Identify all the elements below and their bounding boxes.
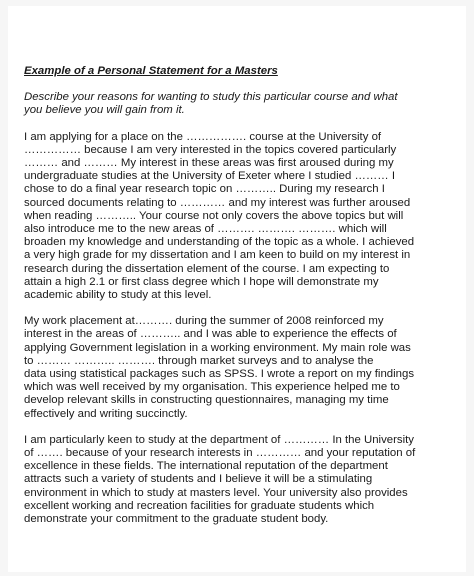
text-line: sourced documents relating to ………… and my interest was further aroused — [24, 196, 411, 209]
text-line: of ……. because of your research interests in ………… and your reputation of — [24, 447, 416, 460]
text-line: demonstrate your commitment to the graduate student body. — [24, 513, 329, 526]
text-line: chose to do a final year research topic on ……….. During my research I — [24, 183, 385, 196]
paragraph-2 — [24, 315, 464, 421]
text-line: which was well received by my organisation. This experience helped me to — [24, 381, 400, 394]
text-line: to ……… ……….. ………. through market surveys and to analyse the — [24, 354, 374, 367]
text-line: excellent working and recreation facilities for graduate students which — [24, 499, 375, 512]
paragraph-1 — [24, 131, 464, 303]
text-line: undergraduate studies at the University of Exeter where I studied ……… I — [24, 170, 396, 183]
text-line: applying Government legislation in a working environment. My main role was — [24, 341, 411, 354]
text-line: environment in which to study at masters level. Your university also provides — [24, 486, 408, 499]
text-line: excellence in these fields. The international reputation of the department — [24, 460, 388, 473]
text-line: effectively and writing succinctly. — [24, 407, 188, 420]
text-line: develop relevant skills in constructing questionnaires, managing my time — [24, 394, 389, 407]
text-line: I am applying for a place on the ……………. course at the University of — [24, 130, 382, 143]
text-line: …………… because I am very interested in the topics covered particularly — [24, 143, 397, 156]
text-line: when reading ……….. Your course not only covers the above topics but will — [24, 209, 404, 222]
document-page — [8, 6, 466, 572]
text-line: data using statistical packages such as SPSS. I wrote a report on my findings — [24, 368, 415, 381]
paragraph-3 — [24, 434, 464, 526]
text-line: Describe your reasons for wanting to study this particular course and what — [24, 91, 398, 104]
text-line: broaden my knowledge and understanding of the topic as a whole. I achieved — [24, 236, 415, 249]
text-line: also introduce me to the new areas of ………. ………. ………. which will — [24, 223, 387, 236]
text-line: a very high grade for my dissertation and I am keen to build on my interest in — [24, 249, 411, 262]
text-line: research during the dissertation element of the course. I am expecting to — [24, 262, 390, 275]
text-line: you believe you will gain from it. — [24, 104, 185, 117]
text-line: I am particularly keen to study at the department of ………… In the University — [24, 433, 414, 446]
text-line: attain a high 2.1 or first class degree which I hope will demonstrate my — [24, 275, 379, 288]
text-line: attracts such a variety of students and I believe it will be a stimulating — [24, 473, 373, 486]
text-line: My work placement at………. during the summer of 2008 reinforced my — [24, 315, 384, 328]
text-line: interest in the areas of ……….. and I was able to experience the effects of — [24, 328, 397, 341]
document-title: Example of a Personal Statement for a Masters — [24, 65, 278, 77]
text-line: academic ability to study at this level. — [24, 289, 212, 302]
intro-text — [24, 91, 464, 117]
document-body — [24, 65, 464, 539]
text-line: ……… and ……… My interest in these areas was first aroused during my — [24, 157, 394, 170]
